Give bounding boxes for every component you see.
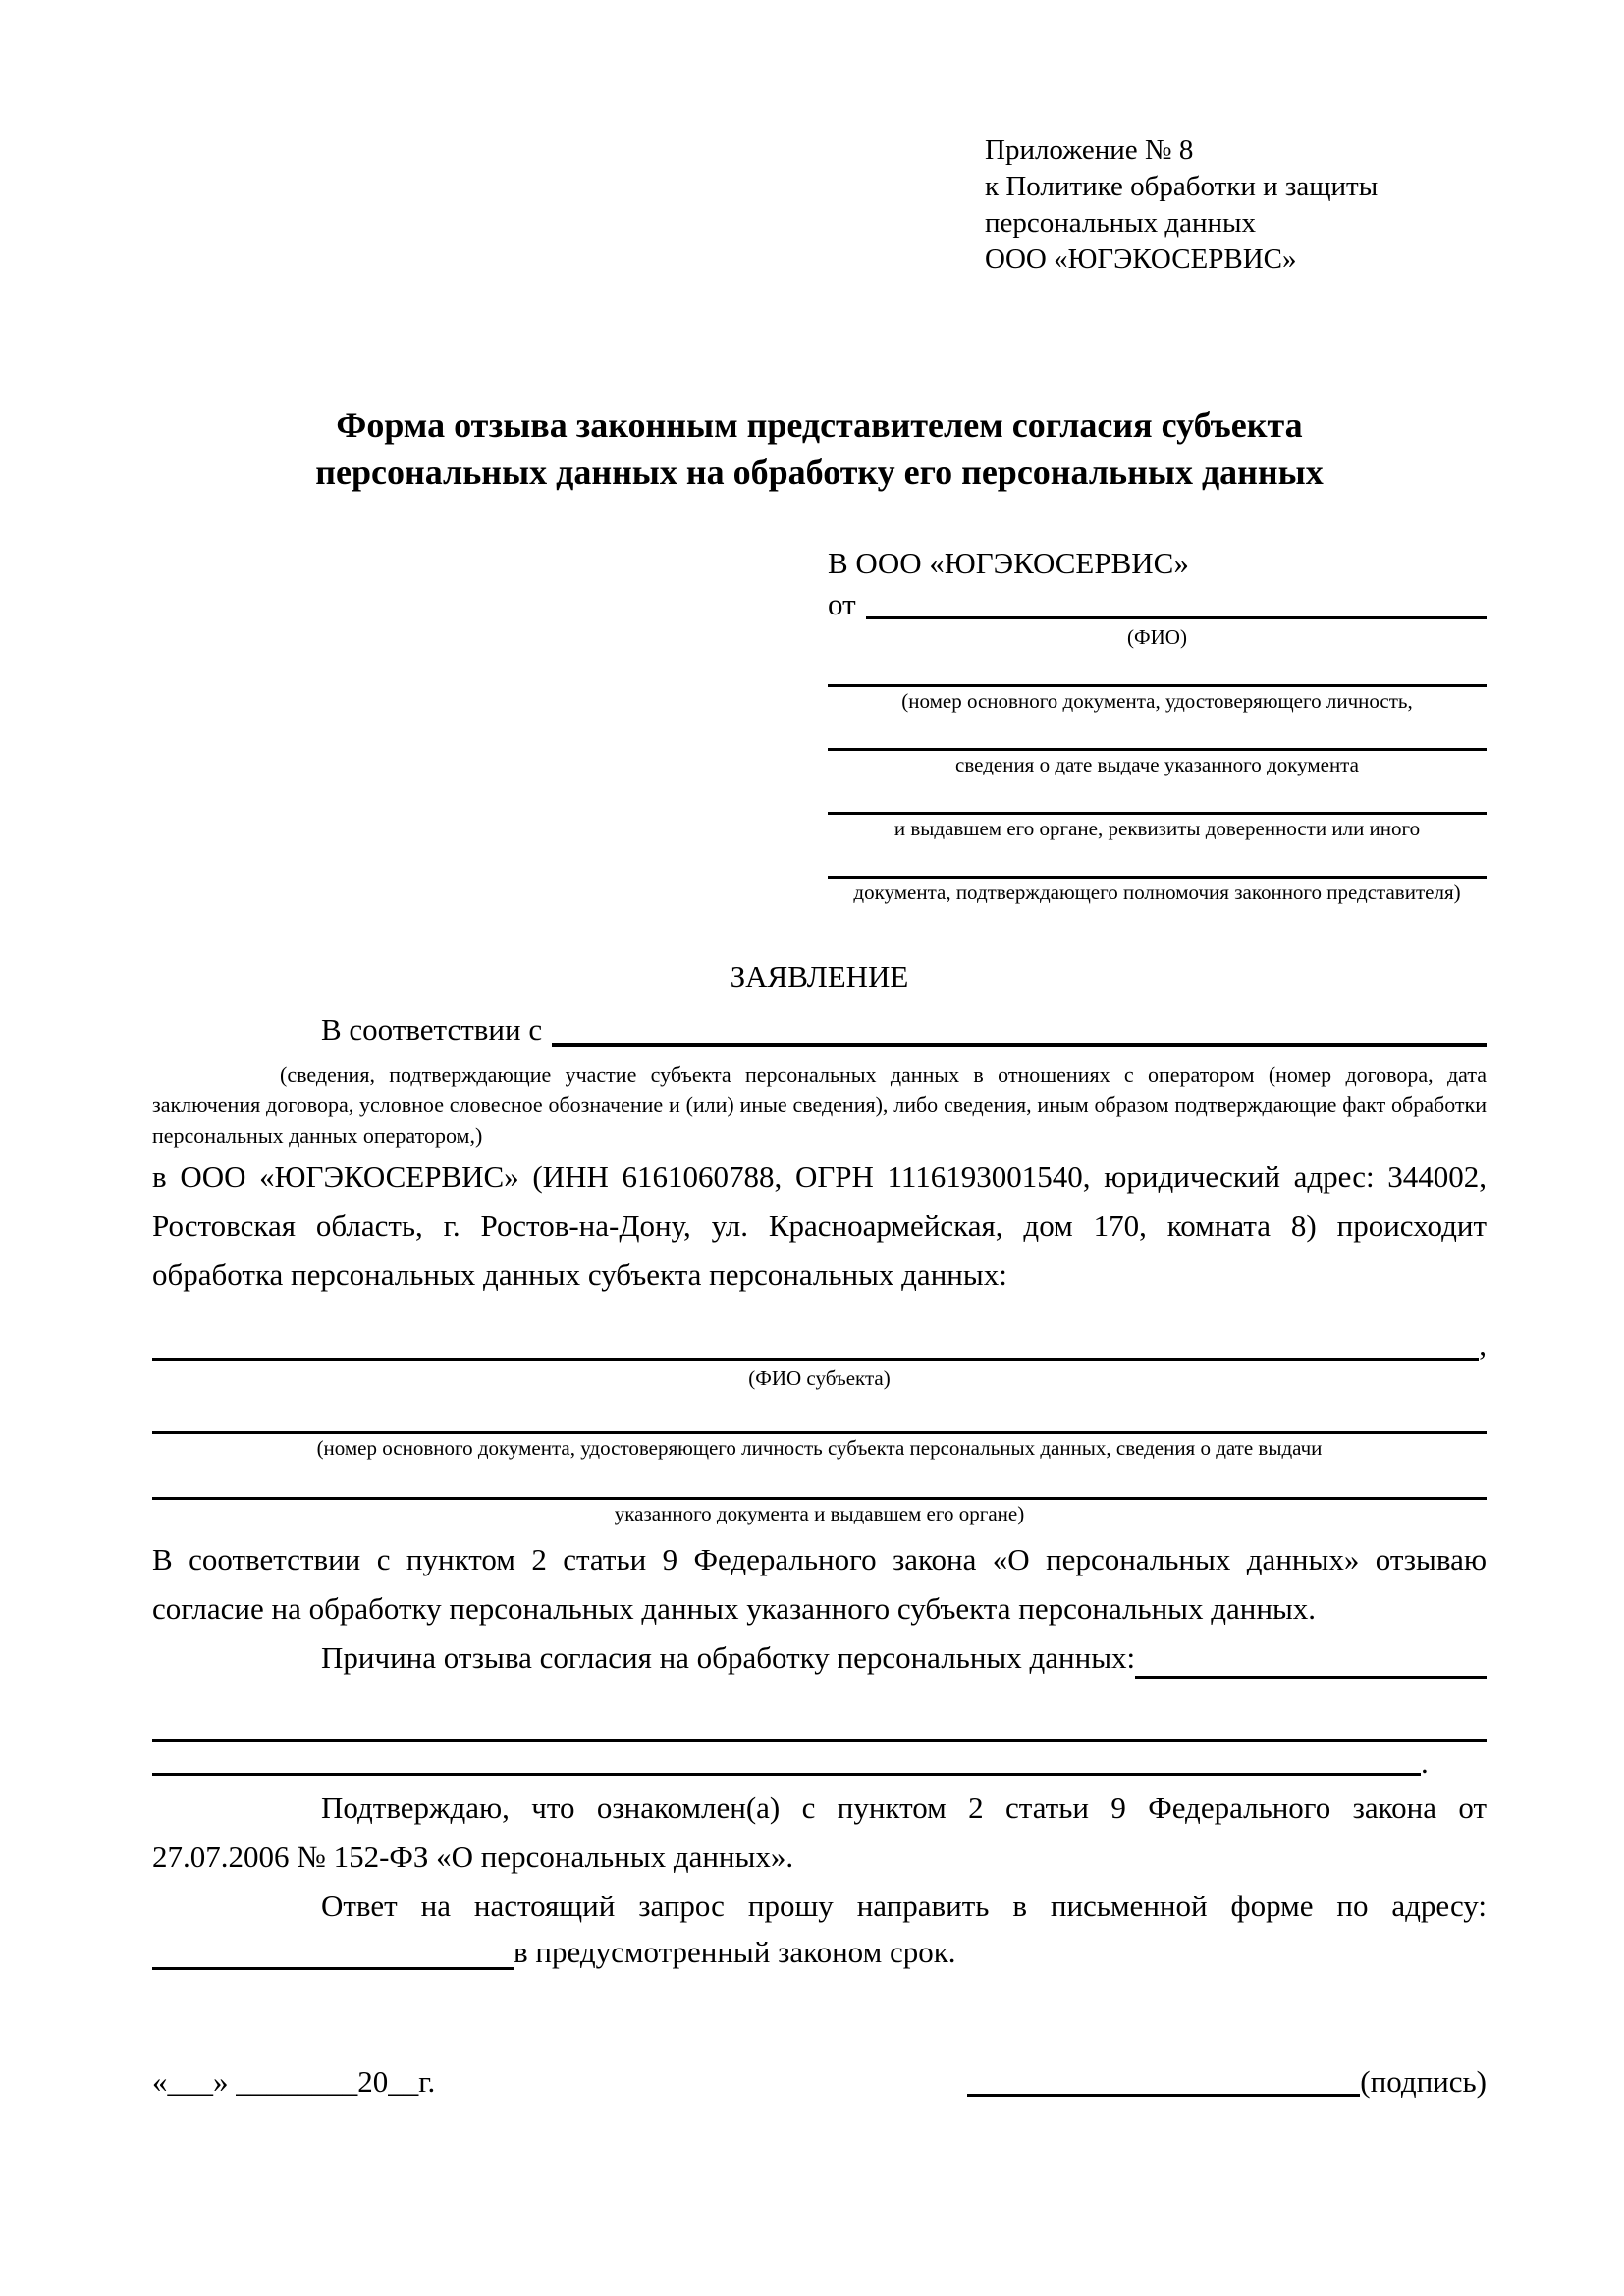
from-label: от <box>828 587 856 621</box>
footer-row <box>152 2062 1487 2102</box>
document-title-line-2: персональных данных на обработку его персональных данных <box>315 453 1324 492</box>
reason-period: . <box>1421 1745 1429 1780</box>
document-title-line-1: Форма отзыва законным представителем согласия субъекта <box>336 405 1303 445</box>
confirmation-paragraph: Подтверждаю, что ознакомлен(а) с пунктом 2 статьи 9 Федерального закона от 27.07.2006 № 152-ФЗ «О персональных данных». <box>152 1790 1487 1874</box>
date-placeholder: «___» ________20__г. <box>152 2064 436 2099</box>
intro-prefix: В соответствии с <box>321 1012 543 1046</box>
subject-fio-comma: , <box>1479 1327 1487 1362</box>
reply-suffix: в предусмотренный законом срок. <box>514 1935 956 1969</box>
reply-paragraph: Ответ на настоящий запрос прошу направить в письменной форме по адресу: <box>321 1889 1487 1923</box>
proxy-doc-blank-line <box>828 876 1487 879</box>
reason-blank-short <box>1135 1676 1487 1679</box>
operator-paragraph: в ООО «ЮГЭКОСЕРВИС» (ИНН 6161060788, ОГРН 1116193001540, юридический адрес: 344002, Ростовская область, г. Ростов-на-Дону, ул. Красноармейская, дом 170, комната 8) происходит обработка персональных данных субъекта персональных данных: <box>152 1159 1487 1292</box>
subject-fio-blank-line <box>152 1358 1479 1361</box>
appendix-header <box>985 133 1487 278</box>
reason-row <box>152 1633 1487 1682</box>
appendix-line-3: персональных данных <box>985 207 1257 239</box>
doc-issue-date-blank-line <box>828 748 1487 751</box>
appendix-line-1: Приложение № 8 <box>985 134 1194 166</box>
reason-blank-row-2 <box>152 1746 1487 1780</box>
reply-address-blank-line <box>152 1967 514 1970</box>
appendix-line-2: к Политике обработки и защиты <box>985 171 1379 202</box>
caption-doc-authority: и выдавшем его органе, реквизиты доверенности или иного <box>893 817 1421 840</box>
signature-group <box>967 2062 1487 2102</box>
caption-proxy-doc: документа, подтверждающего полномочия законного представителя) <box>853 881 1461 904</box>
addressee-to: В ООО «ЮГЭКОСЕРВИС» <box>828 546 1189 580</box>
reason-prefix: Причина отзыва согласия на обработку персональных данных: <box>321 1640 1136 1675</box>
caption-subject-doc-1: (номер основного документа, удостоверяющего личность субъекта персональных данных, сведения о дате выдачи <box>316 1436 1323 1460</box>
caption-fio: (ФИО) <box>1127 625 1187 649</box>
reason-blank-line-2 <box>152 1773 1421 1776</box>
addressee-from-row <box>828 586 1487 623</box>
appendix-line-4: ООО «ЮГЭКОСЕРВИС» <box>985 243 1297 275</box>
basis-blank-line <box>552 1043 1487 1047</box>
fio-blank-line <box>866 616 1487 619</box>
reason-blank-line-1 <box>152 1739 1487 1742</box>
subject-doc-blank-line-1 <box>152 1431 1487 1434</box>
caption-doc-issue-date: сведения о дате выдаче указанного документа <box>955 753 1359 776</box>
fine-print-note: (сведения, подтверждающие участие субъекта персональных данных в отношениях с оператором (номер договора, дата заключения договора, условное словесное обозначение и (или) иные сведения), либо сведения, иным образом подтверждающие факт обработки персональных данных оператором,) <box>152 1062 1487 1148</box>
doc-number-blank-line <box>828 684 1487 687</box>
withdrawal-paragraph: В соответствии с пунктом 2 статьи 9 Федерального закона «О персональных данных» отзываю согласие на обработку персональных данных указанного субъекта персональных данных. <box>152 1542 1487 1626</box>
caption-subject-fio: (ФИО субъекта) <box>748 1366 891 1390</box>
subject-doc-blank-line-2 <box>152 1497 1487 1500</box>
addressee-block <box>828 545 1487 904</box>
doc-authority-blank-line <box>828 812 1487 815</box>
signature-blank-line <box>967 2094 1360 2097</box>
document-title <box>152 401 1487 496</box>
caption-doc-number: (номер основного документа, удостоверяющего личность, <box>901 689 1413 713</box>
subject-fio-row <box>152 1325 1487 1364</box>
intro-row <box>152 1008 1487 1051</box>
statement-heading: ЗАЯВЛЕНИЕ <box>730 959 909 993</box>
caption-subject-doc-2: указанного документа и выдавшем его органе) <box>614 1502 1025 1525</box>
reply-address-row <box>152 1931 1487 1974</box>
signature-caption: (подпись) <box>1360 2064 1487 2099</box>
